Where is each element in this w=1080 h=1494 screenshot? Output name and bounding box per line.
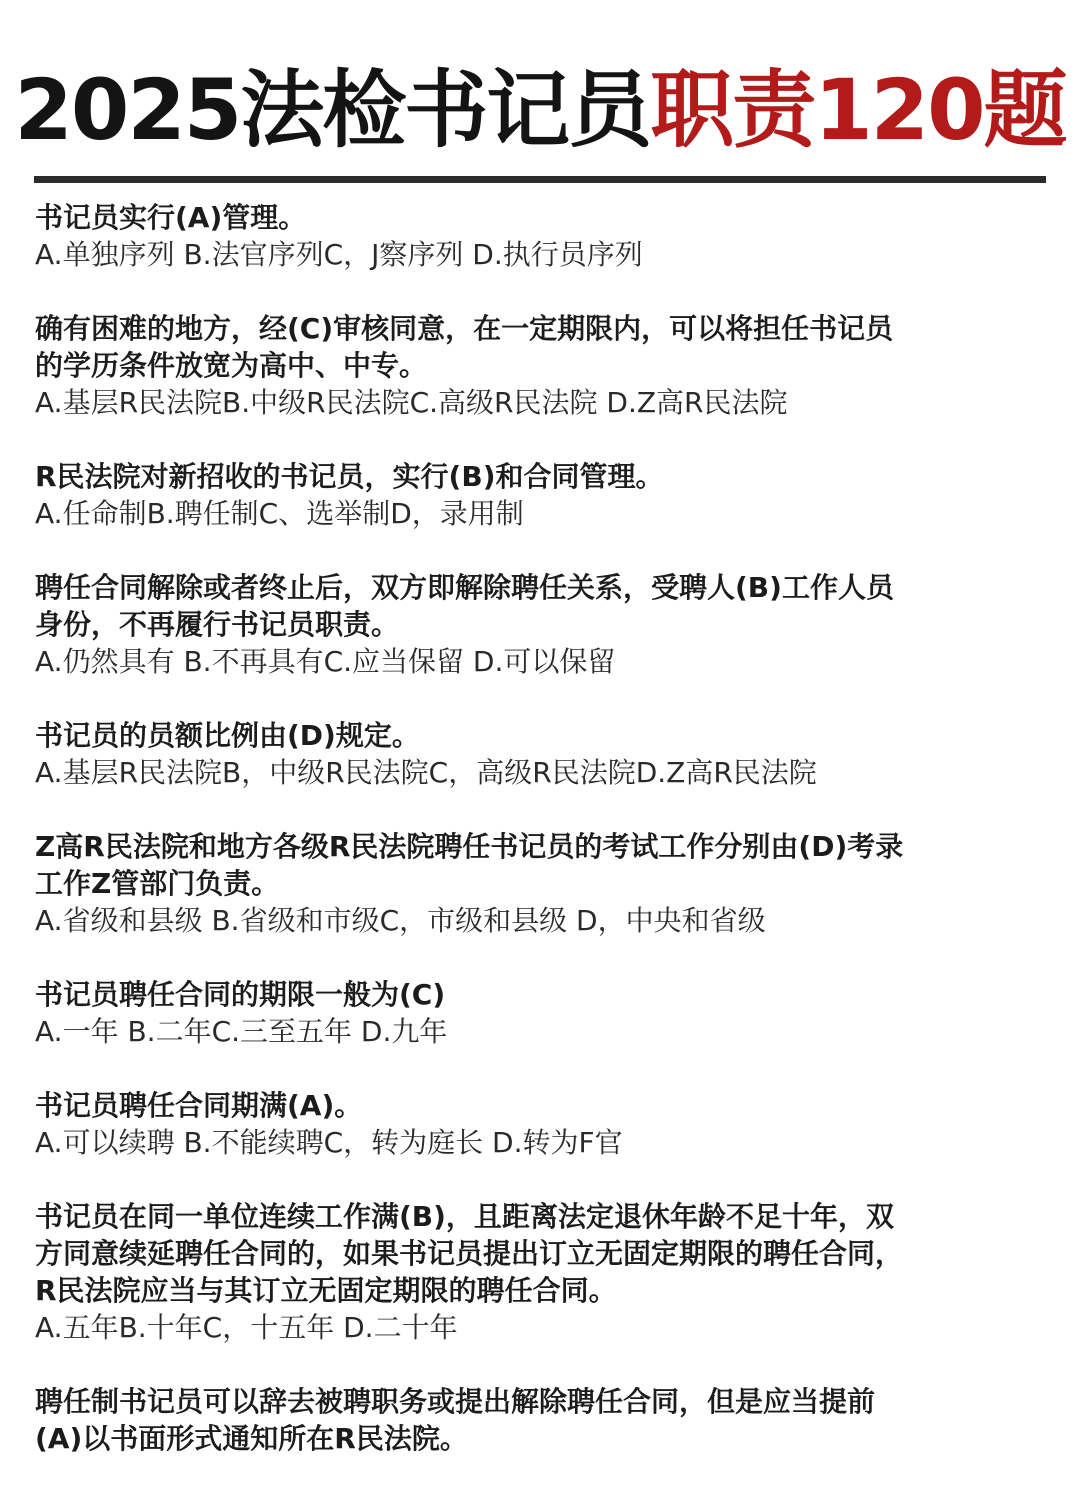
page-title-main: 2025法检书记员 <box>14 61 651 159</box>
answer-options: A.仍然具有 B.不再具有C.应当保留 D.可以保留 <box>35 645 616 678</box>
question-item <box>35 1198 1035 1346</box>
question-item <box>35 1087 1035 1161</box>
question-item <box>35 569 1035 680</box>
question-item <box>35 717 1035 791</box>
answer-options: A.五年B.十年C，十五年 D.二十年 <box>35 1311 458 1344</box>
question-item <box>35 976 1035 1050</box>
question-item <box>35 828 1035 939</box>
page-title <box>0 55 1080 165</box>
question-text: 书记员的员额比例由(D)规定。 <box>35 719 420 752</box>
question-text: R民法院对新招收的书记员，实行(B)和合同管理。 <box>35 460 664 493</box>
question-text: 书记员实行(A)管理。 <box>35 201 307 234</box>
question-text: 确有困难的地方，经(C)审核同意，在一定期限内，可以将担任书记员 的学历条件放宽为高中、中专。 <box>35 312 894 382</box>
question-text: 书记员聘任合同的期限一般为(C) <box>35 978 446 1011</box>
question-item <box>35 458 1035 532</box>
answer-options: A.基层R民法院B，中级R民法院C，高级R民法院D.Z高R民法院 <box>35 756 817 789</box>
answer-options: A.基层R民法院B.中级R民法院C.高级R民法院 D.Z高R民法院 <box>35 386 788 419</box>
answer-options: A.单独序列 B.法官序列C，J察序列 D.执行员序列 <box>35 238 643 271</box>
question-list <box>35 199 1035 1494</box>
title-divider <box>34 176 1046 183</box>
question-item <box>35 1383 1035 1457</box>
answer-options: A.一年 B.二年C.三至五年 D.九年 <box>35 1015 448 1048</box>
answer-options: A.任命制B.聘任制C、选举制D，录用制 <box>35 497 524 530</box>
answer-options: A.可以续聘 B.不能续聘C，转为庭长 D.转为F官 <box>35 1126 623 1159</box>
question-text: 书记员聘任合同期满(A)。 <box>35 1089 363 1122</box>
page-title-highlight: 职责120题 <box>650 61 1066 159</box>
question-text: Z高R民法院和地方各级R民法院聘任书记员的考试工作分别由(D)考录 工作Z管部门负责。 <box>35 830 904 900</box>
answer-options: A.省级和县级 B.省级和市级C，市级和县级 D，中央和省级 <box>35 904 766 937</box>
question-item <box>35 310 1035 421</box>
question-item <box>35 199 1035 273</box>
question-text: 聘任制书记员可以辞去被聘职务或提出解除聘任合同，但是应当提前 (A)以书面形式通知所在R民法院。 <box>35 1385 876 1455</box>
question-text: 聘任合同解除或者终止后，双方即解除聘任关系，受聘人(B)工作人员 身份，不再履行书记员职责。 <box>35 571 894 641</box>
question-text: 书记员在同一单位连续工作满(B)，且距离法定退休年龄不足十年，双 方同意续延聘任合同的，如果书记员提出订立无固定期限的聘任合同， R民法院应当与其订立无固定期限的聘任合同。 <box>35 1200 904 1307</box>
